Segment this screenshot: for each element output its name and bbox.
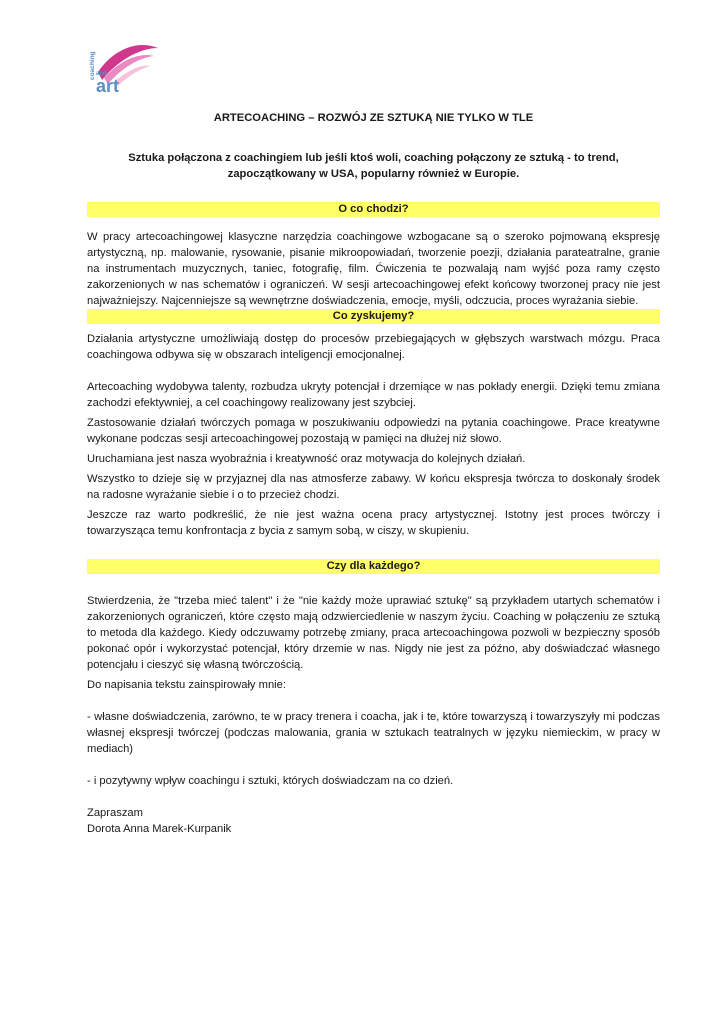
paragraph: - i pozytywny wpływ coachingu i sztuki, których doświadczam na co dzień. bbox=[87, 775, 454, 787]
paragraph: W pracy artecoachingowej klasyczne narzędzia coachingowe wzbogacane są o szeroko pojmowaną ekspresję artystyczną, np. malowanie, rysowanie, pisanie mikroopowiadań, tworzenie poezji, działania parateatralne, granie na instrumentach muzycznych, taniec, fotografię, film. Ćwiczenia te pozwalają nam wyjść poza ramy często zakorzenionych w nas schematów i ograniczeń. W sesji artecoachingowej efekt końcowy tworzonej pracy nie jest najważniejszy. Najcenniejsze są wewnętrzne doświadczenia, emocje, myśli, odczucia, proces wyrażania siebie. bbox=[87, 231, 660, 307]
paragraph: - własne doświadczenia, zarówno, te w pracy trenera i coacha, jak i te, które towarzyszą i towarzyszyły mi podczas własnej ekspresji twórczej (podczas malowania, grania w sztukach teatralnych w języku niemieckim, w pracy w mediach) bbox=[87, 711, 660, 755]
paragraph: Działania artystyczne umożliwiają dostęp do procesów przebiegających w głębszych warstwach mózgu. Praca coachingowa odbywa się w obszarach inteligencji emocjonalnej. bbox=[87, 333, 660, 361]
document-body bbox=[87, 111, 660, 837]
section-heading-co-zyskujemy: Co zyskujemy? bbox=[87, 309, 660, 324]
author-name: Dorota Anna Marek-Kurpanik bbox=[87, 823, 232, 835]
logo-vertical-text: coaching bbox=[89, 51, 96, 80]
artcoaching-logo bbox=[84, 38, 164, 98]
document-title: ARTECOACHING – ROZWÓJ ZE SZTUKĄ NIE TYLKO W TLE bbox=[213, 112, 534, 124]
paragraph: Wszystko to dzieje się w przyjaznej dla nas atmosferze zabawy. W końcu ekspresja twórcza to doskonały środek na radosne wyrażanie siebie i o to przecież chodzi. bbox=[87, 473, 660, 501]
paragraph: Zastosowanie działań twórczych pomaga w poszukiwaniu odpowiedzi na pytania coachingowe. Prace kreatywne wykonane podczas sesji artecoachingowej pozostają w pamięci na dłużej niż słowo. bbox=[87, 417, 660, 445]
closing-invite: Zapraszam bbox=[87, 807, 143, 819]
logo-small-text: and bbox=[96, 71, 107, 77]
section-heading-o-co-chodzi: O co chodzi? bbox=[87, 202, 660, 217]
lead-paragraph: Sztuka połączona z coachingiem lub jeśli ktoś woli, coaching połączony ze sztuką - to trend, zapoczątkowany w USA, popularny również w Europie. bbox=[128, 152, 619, 180]
logo-mark-icon bbox=[84, 38, 164, 98]
paragraph: Do napisania tekstu zainspirowały mnie: bbox=[87, 679, 286, 691]
paragraph: Artecoaching wydobywa talenty, rozbudza ukryty potencjał i drzemiące w nas pokłady energii. Dzięki temu zmiana zachodzi efektywniej, a cel coachingowy realizowany jest szybciej. bbox=[87, 381, 660, 409]
paragraph: Uruchamiana jest nasza wyobraźnia i kreatywność oraz motywacja do kolejnych działań. bbox=[87, 453, 526, 465]
logo-main-text: art bbox=[96, 76, 120, 96]
section-heading-czy-dla-kazdego: Czy dla każdego? bbox=[87, 559, 660, 574]
paragraph: Jeszcze raz warto podkreślić, że nie jest ważna ocena pracy artystycznej. Istotny jest proces twórczy i towarzysząca temu konfrontacja z bycia z samym sobą, w ciszy, w skupieniu. bbox=[87, 509, 660, 537]
paragraph: Stwierdzenia, że "trzeba mieć talent" i że "nie każdy może uprawiać sztukę" są przykładem utartych schematów i zakorzenionych ograniczeń, które często mają odzwierciedlenie w naszym życiu. Coaching w połączeniu ze sztuką to metoda dla każdego. Kiedy odczuwamy potrzebę zmiany, praca artecoachingowa pozwoli w bezpieczny sposób pokonać opór i wykorzystać potencjał, który drzemie w nas. Nigdy nie jest za późno, aby doświadczać własnego potencjału i cieszyć się własną twórczością. bbox=[87, 595, 660, 671]
